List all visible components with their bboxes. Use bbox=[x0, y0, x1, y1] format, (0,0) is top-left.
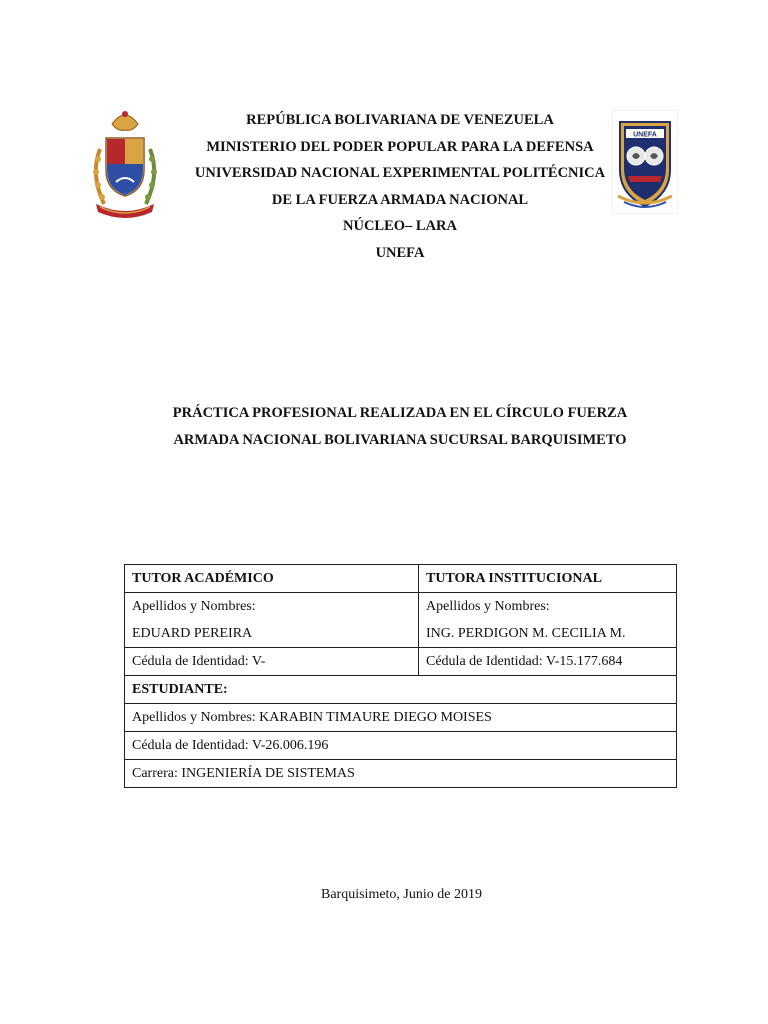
table-row-student-names bbox=[125, 704, 677, 732]
shield bbox=[106, 138, 144, 196]
ribbon bbox=[96, 204, 154, 218]
title-line-1: PRÁCTICA PROFESIONAL REALIZADA EN EL CÍRCULO FUERZA bbox=[172, 405, 628, 421]
cornucopias bbox=[112, 111, 138, 130]
tutor-academico-names-cell bbox=[125, 593, 419, 648]
crest-banner-text: UNEFA bbox=[633, 131, 657, 139]
table-row-student-id bbox=[125, 732, 677, 760]
table-row-tutor-ids bbox=[125, 648, 677, 676]
tutor-academico-heading: TUTOR ACADÉMICO bbox=[125, 565, 419, 593]
header-line-republic: REPÚBLICA BOLIVARIANA DE VENEZUELA bbox=[246, 112, 554, 128]
table-row-tutor-headings bbox=[125, 565, 677, 593]
header-line-armed-force: DE LA FUERZA ARMADA NACIONAL bbox=[271, 191, 529, 208]
estudiante-heading: ESTUDIANTE: bbox=[125, 676, 677, 704]
header-line-nucleus: NÚCLEO– LARA bbox=[343, 218, 457, 235]
estudiante-names: Apellidos y Nombres: KARABIN TIMAURE DIEGO MOISES bbox=[125, 704, 677, 732]
tutora-institucional-names-label: Apellidos y Nombres: bbox=[426, 599, 550, 614]
table-row-tutor-names bbox=[125, 593, 677, 648]
tutora-institucional-id: Cédula de Identidad: V-15.177.684 bbox=[419, 648, 677, 676]
table-row-student-heading bbox=[125, 676, 677, 704]
tutora-institucional-names-value: ING. PERDIGON M. CECILIA M. bbox=[426, 626, 626, 641]
header-line-university: UNIVERSIDAD NACIONAL EXPERIMENTAL POLITÉCNICA bbox=[194, 165, 606, 182]
header-line-ministry: MINISTERIO DEL PODER POPULAR PARA LA DEFENSA bbox=[206, 138, 594, 155]
estudiante-career: Carrera: INGENIERÍA DE SISTEMAS bbox=[125, 760, 677, 788]
header-line-acronym: UNEFA bbox=[375, 244, 425, 261]
place-and-date: Barquisimeto, Junio de 2019 bbox=[321, 887, 482, 902]
table-row-student-career bbox=[125, 760, 677, 788]
tutora-institucional-heading: TUTORA INSTITUCIONAL bbox=[419, 565, 677, 593]
tutora-institucional-names-cell bbox=[419, 593, 677, 648]
document-title bbox=[110, 400, 690, 454]
info-table bbox=[124, 564, 677, 788]
unefa-crest-icon bbox=[612, 110, 678, 214]
tutor-academico-names-label: Apellidos y Nombres: bbox=[132, 599, 256, 614]
institution-header bbox=[150, 107, 650, 267]
tutor-academico-id: Cédula de Identidad: V- bbox=[125, 648, 419, 676]
tutor-academico-names-value: EDUARD PEREIRA bbox=[132, 626, 253, 641]
estudiante-id: Cédula de Identidad: V-26.006.196 bbox=[125, 732, 677, 760]
title-line-2: ARMADA NACIONAL BOLIVARIANA SUCURSAL BARQUISIMETO bbox=[173, 432, 627, 448]
